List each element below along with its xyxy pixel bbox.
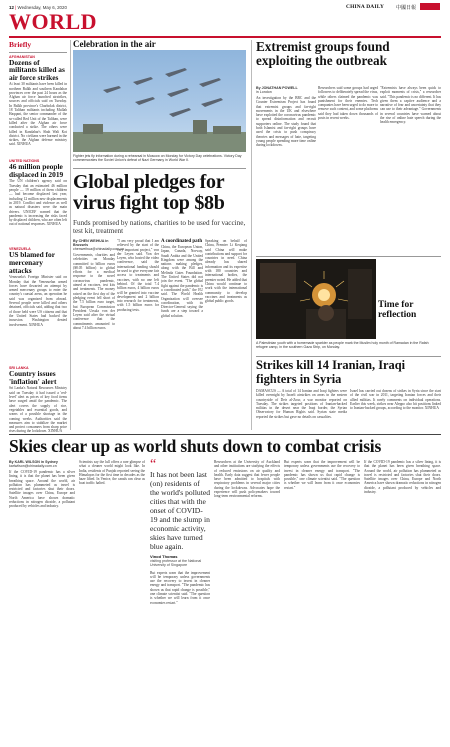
lead-subsection: A coordinated path xyxy=(161,239,203,244)
brief-title: Country issues 'inflation' alert xyxy=(9,369,57,386)
bottom-headline: Skies clear up as world shuts down to combat crisis xyxy=(9,436,382,456)
extremist-byline: By JONATHAN POWELL xyxy=(256,86,298,90)
ramadan-caption: A Palestinian youth with a homemade sparkler as people mark the Muslim holy month of Ramadan in the Rafah refugee camp, in the southern Gaza Strip, on Monday. xyxy=(256,341,429,350)
lead-email: chenweihua@chinadaily.com.cn xyxy=(73,247,125,251)
brief-body: At least 30 militants have been killed in northern Balkh and southern Kandahar provinces over the past 24 hours as the Afghan air force launched airstrikes, sources and officials said on Tuesday. In Balkh province's Charbolak district, 18 Taliban militants including Mullah Haqqani, the senior commander of the so-called Red Unit of the Taliban, were killed after the Afghan air force conducted a strike. The others were killed in Kandahar's Shah Wali Kot district. No civilians were harmed in the strikes, the Afghan defense ministry said. XINHUA xyxy=(9,82,67,147)
quote-mark-icon: “ xyxy=(150,457,157,472)
bottom-col-1 xyxy=(9,460,75,732)
brief-title: US blamed for mercenary attacks xyxy=(9,250,55,275)
page-date: Wednesday, May 6, 2020 xyxy=(17,5,67,10)
lead-headline: Global pledges for virus fight top $8b xyxy=(73,171,225,214)
section-title: WORLD xyxy=(9,9,98,34)
bottom-text: Researchers at the University of Auckland and other institutions are studying the effects of reduced emissions on air quality and health. Early data suggest that fewer people have been admitted to hospitals with respiratory problems in several major cities during the lockdowns. Advocates hope the experience will push policymakers toward long-term environmental reforms. xyxy=(214,460,280,499)
bottom-byline: By KARL WILSON in Sydney xyxy=(9,460,58,464)
pull-quote xyxy=(150,457,211,716)
brief-item xyxy=(9,55,67,157)
lead-byline: By CHEN WEIHUA in Brussels xyxy=(73,239,109,247)
bottom-email: karlwilson@chinadaily.com.cn xyxy=(9,464,57,468)
page-folio: 12 | Wednesday, May 6, 2020 xyxy=(9,5,67,10)
brief-country: UNITED NATIONS xyxy=(9,159,40,164)
quote-role: visiting professor at the National University of Singapore xyxy=(150,559,202,568)
brief-country: SRI LANKA xyxy=(9,366,29,371)
briefly-label: Briefly xyxy=(9,40,32,49)
time-reflection-label: Time for reflection xyxy=(378,300,417,320)
extremist-location: in London xyxy=(256,90,272,94)
lead-col-3 xyxy=(161,239,203,431)
bottom-text: But experts warn that the improvement will be temporary unless governments use the recovery to invest in cleaner energy and transport. "The pandemic has shown us that rapid change is possible," one climate scientist said. "The question is whether we will learn from it once economies restart." xyxy=(284,460,360,490)
briefly-column xyxy=(9,40,67,470)
quote-text: It has not been last (on) residents of the world's polluted cities that with the onset of COVID-19 and the slump in economic activity, skies have turned blue again. xyxy=(150,470,211,551)
page-number: 12 xyxy=(9,5,14,10)
brief-item xyxy=(9,159,67,244)
brief-body: The UN children's agency said on Tuesday that an estimated 46 million people — 19 million of them children — had become displaced last year, including 12 million new displacements in 2019. Conflict and violence as well as natural disasters were the main drivers. UNICEF warned that the pandemic is increasing the risks faced by displaced children, who are often left out of national responses. XINHUA xyxy=(9,179,67,227)
ramadan-photo xyxy=(256,259,376,339)
section-rule xyxy=(9,36,441,38)
brief-body: Sri Lanka's Natural Resources Ministry said on Tuesday it had issued a 'red-level' alert as prices of key food items have surged amid the pandemic. The alert covers the supply of rice, vegetables and essential goods, and warns of a possible shortage in the coming weeks. Authorities said the measures aim to stabilize the market and protect consumers from sharp price rises during the lockdown. XINHUA xyxy=(9,386,67,434)
brief-item xyxy=(9,247,67,363)
brief-country: AFGHANISTAN xyxy=(9,54,35,59)
jets-photo xyxy=(73,50,246,152)
lead-col-1 xyxy=(73,239,125,433)
lead-text: Speaking on behalf of China, Premier Li Keqiang said China will make contributions and support for countries in need. China already has shared information and its expertise with 180 countries and international bodies, the premier noted. He added that China would continue to work with the international community to develop vaccines and treatments as global public goods. xyxy=(205,239,247,304)
bottom-text: If the COVID-19 pandemic has a silver lining, it is that the planet has been given breathing space. Around the world, air pollution has plummeted as travel is restricted and factories shut their doors. Satellite images over China, Europe and North America have shown dramatic reductions in nitrogen dioxide, a pollutant produced by vehicles and industry. xyxy=(364,460,441,495)
brief-title: 46 million people displaced in 2019 xyxy=(9,162,64,179)
bottom-text: If the COVID-19 pandemic has a silver lining, it is that the planet has been given breathing space. Around the world, air pollution has plummeted as travel is restricted and factories shut their doors. Satellite images over China, Europe and North America have shown dramatic reductions in nitrogen dioxide, a pollutant produced by vehicles and industry. xyxy=(9,470,75,509)
bottom-text: Scientists say the lull offers a rare glimpse of what a cleaner world might look like. In India, residents of Punjab reported seeing the Himalayas for the first time in decades as the haze lifted. In Venice, the canals ran clear as boat traffic halted. xyxy=(79,460,145,486)
strikes-text: DAMASCUS — A total of 14 Iranian and Iraqi fighters were killed overnight by Israeli airstrikes on areas in the eastern countryside of Deir al-Zour, a war monitor reported on Tuesday. The strikes targeted positions of Iranian-backed militias in the desert near the Iraqi border, the Syrian Observatory for Human Rights said. Syrian state media reported the strikes but gave no details on casualties. xyxy=(256,389,347,419)
masthead-name: CHINA DAILY xyxy=(346,4,385,10)
quote-author: Vinod Thomas xyxy=(150,554,178,559)
lead-subhead: Funds promised by nations, charities to be used for vaccine, test kit, treatment xyxy=(73,219,246,236)
strikes-text: Israel has carried out dozens of strikes in Syria since the start of the civil war in 2011, targeting Iranian forces and their allied militias. It rarely comments on individual operations. Earlier this week, strikes near Aleppo also hit positions linked to Iranian-backed groups, according to the monitor. XINHUA xyxy=(350,389,441,411)
masthead-logo xyxy=(420,3,440,10)
extremist-col-1 xyxy=(256,86,316,254)
masthead-name-cn: 中國日報 xyxy=(396,5,417,11)
extremist-headline: Extremist groups found exploiting the outbreak xyxy=(256,39,390,69)
ramadan-illustration xyxy=(256,259,376,339)
brief-body: Venezuela's Foreign Minister said on Monday that the Venezuelan armed forces have thwarted an attempt by armed mercenary groups to enter the country's coastal areas, an operation he said was organized from abroad. Several people were killed and others detained, officials said, adding that two of those held were US citizens and that the United States had backed the incursion. Washington denied involvement. XINHUA xyxy=(9,275,67,327)
brief-country: VENEZUELA xyxy=(9,247,31,252)
lead-text: China, the European Union, Japan, Canada, Norway, Saudi Arabia and the United Kingdom were among the nations making pledges, along with the Bill and Melinda Gates Foundation. The United States did not join the event. "The global fight against the pandemic is a coordinated path," the EU said. The World Health Organization will oversee coordination, with its Director-General saying the funds are a step toward a global solution. xyxy=(161,245,203,318)
extremist-text: An investigation by the BBC and the Counter Extremism Project has found that extremist groups and far-right movements in the UK and elsewhere have exploited the coronavirus pandemic to spread disinformation and recruit supporters online. The study found that both Islamist and far-right groups have used the crisis to push conspiracy theories and messages of hate, targeting young people spending more time online during lockdowns. xyxy=(256,96,316,148)
extremist-text: "Extremists have always been quick to exploit moments of crisis," a researcher said. "This pandemic is no different. It has given them a captive audience and a narrative of fear and uncertainty that they can use to their advantage." Governments in several countries have warned about the rise of online hate speech during the health emergency. xyxy=(380,86,441,125)
photo-caption: Fighter jets fly information during a rehearsal in Moscow on Monday for Victory Day celebrations. Victory Day commemorates the Soviet Union's defeat of Nazi Germany in World War II. xyxy=(73,154,242,163)
lead-text: Governments, charities and celebrities on Monday committed to billion euros ($8.05 billion) to global efforts for a medical response to the novel coronavirus pandemic, aimed at vaccines, test kits and treatments. The money raised on the first day of the pledging event fell short of the 7.5 billion euro target, but European Commission President Ursula von der Leyen said after the virtual conference that the commitments amounted to about 7.4 billion euros. xyxy=(73,253,115,331)
jet-icon xyxy=(103,86,121,93)
lead-text: "I am very proud that I am relieved by the start of the very important project," von der Leyen said. Von der Leyen, who hosted the video conference, said the international funding should be used to give everyone fair access to treatments and vaccines, with no one left behind. Of the total 7.4 billion euros, 4 billion euros will be granted into vaccine development and 2 billion into research for treatments, with 1.5 billion euros for producing tests. xyxy=(117,239,159,312)
strikes-headline: Strikes kill 14 Iranian, Iraqi fighters in Syria xyxy=(256,358,406,386)
photo-feature-label: Celebration in the air xyxy=(73,39,156,49)
brief-title: Dozens of militants killed as air force strikes xyxy=(9,57,65,82)
jets-illustration xyxy=(73,50,246,152)
bottom-text: But experts warn that the improvement will be temporary unless governments use the recovery to invest in cleaner energy and transport. "The pandemic has shown us that rapid change is possible," one climate scientist said. "The question is whether we will learn from it once economies restart." xyxy=(150,570,210,605)
extremist-text: Researchers said some groups had urged followers to deliberately spread the virus, while others claimed the pandemic was punishment for their enemies. Tech companies have been urged to do more to remove such content, and some platforms said they had taken down thousands of posts in recent weeks. xyxy=(318,86,378,121)
